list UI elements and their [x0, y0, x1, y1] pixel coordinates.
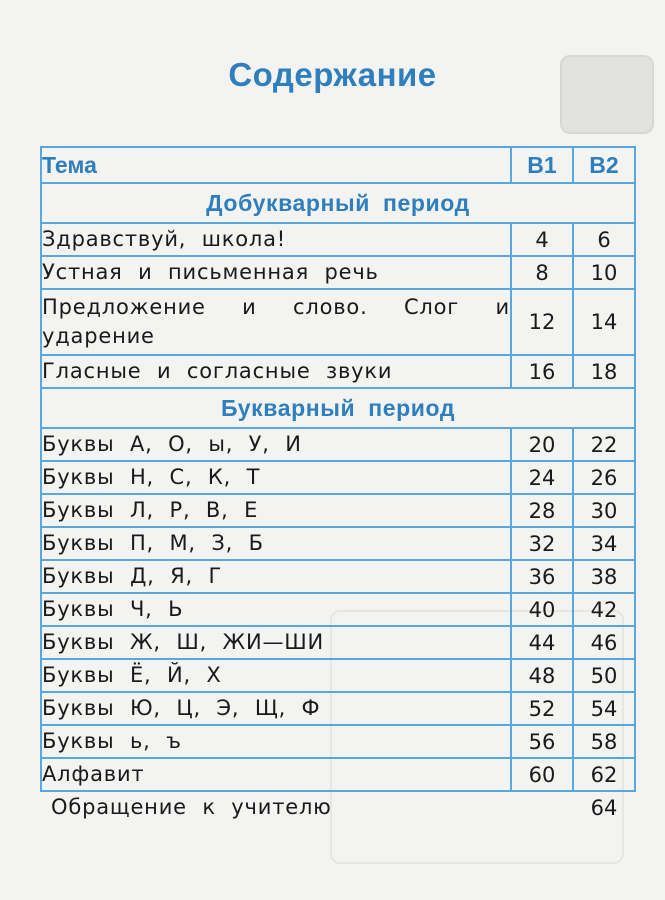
table-row [41, 223, 635, 256]
b2-page-cell: 46 [573, 626, 635, 659]
b2-page-cell: 14 [573, 289, 635, 355]
b1-page-cell: 4 [511, 223, 573, 256]
topic-cell: Буквы Ч, Ь [41, 593, 511, 626]
b1-page-cell: 36 [511, 560, 573, 593]
table-row [41, 560, 635, 593]
topic-cell: Алфавит [41, 758, 511, 791]
page-title: Содержание [228, 56, 437, 93]
b1-page-cell: 48 [511, 659, 573, 692]
b2-page-cell: 62 [573, 758, 635, 791]
header-b1: В1 [511, 147, 573, 183]
table-row [41, 461, 635, 494]
b2-page-cell: 30 [573, 494, 635, 527]
b2-page-cell: 50 [573, 659, 635, 692]
topic-cell: Буквы Л, Р, В, Е [41, 494, 511, 527]
b1-page-cell: 8 [511, 256, 573, 289]
table-row [41, 626, 635, 659]
topic-cell: Буквы ь, ъ [41, 725, 511, 758]
table-row [41, 428, 635, 461]
b1-page-cell: 40 [511, 593, 573, 626]
b2-page-cell: 26 [573, 461, 635, 494]
header-b2: В2 [573, 147, 635, 183]
b2-page-cell: 10 [573, 256, 635, 289]
b1-page-cell: 12 [511, 289, 573, 355]
b2-page-cell: 18 [573, 355, 635, 388]
table-row [41, 758, 635, 791]
b1-page-cell: 60 [511, 758, 573, 791]
b1-page-cell: 16 [511, 355, 573, 388]
table-row [41, 494, 635, 527]
topic-cell: Буквы Ю, Ц, Э, Щ, Ф [41, 692, 511, 725]
b1-page-cell: 56 [511, 725, 573, 758]
topic-cell: Буквы А, О, ы, У, И [41, 428, 511, 461]
teacher-address-row [41, 791, 635, 823]
header-topic: Тема [41, 147, 511, 183]
b1-page-cell: 20 [511, 428, 573, 461]
table-row [41, 692, 635, 725]
section-title-prebukvar: Добукварный период [41, 183, 635, 223]
topic-cell: Гласные и согласные звуки [41, 355, 511, 388]
b2-page-cell: 22 [573, 428, 635, 461]
section-header-row [41, 183, 635, 223]
table-row [41, 355, 635, 388]
b1-page-cell: 52 [511, 692, 573, 725]
b2-page-cell: 34 [573, 527, 635, 560]
teacher-address-page: 64 [590, 795, 618, 820]
b2-page-cell: 54 [573, 692, 635, 725]
topic-cell: Устная и письменная речь [41, 256, 511, 289]
table-row [41, 725, 635, 758]
table-row [41, 256, 635, 289]
b1-page-cell: 24 [511, 461, 573, 494]
b1-page-cell: 28 [511, 494, 573, 527]
topic-cell: Здравствуй, школа! [41, 223, 511, 256]
b2-page-cell: 42 [573, 593, 635, 626]
table-row [41, 593, 635, 626]
b2-page-cell: 58 [573, 725, 635, 758]
contents-table [40, 146, 636, 823]
table-header-row [41, 147, 635, 183]
table-row [41, 289, 635, 355]
topic-cell: Предложение и слово. Слог и ударение [41, 289, 511, 355]
topic-cell: Буквы П, М, З, Б [41, 527, 511, 560]
table-row [41, 527, 635, 560]
section-header-row [41, 388, 635, 428]
teacher-address-topic: Обращение к учителю [51, 795, 332, 819]
table-row [41, 659, 635, 692]
topic-cell: Буквы Ё, Й, Х [41, 659, 511, 692]
b1-page-cell: 32 [511, 527, 573, 560]
topic-cell: Буквы Н, С, К, Т [41, 461, 511, 494]
section-title-bukvar: Букварный период [41, 388, 635, 428]
topic-cell: Буквы Д, Я, Г [41, 560, 511, 593]
b1-page-cell: 44 [511, 626, 573, 659]
b2-page-cell: 38 [573, 560, 635, 593]
topic-cell: Буквы Ж, Ш, ЖИ—ШИ [41, 626, 511, 659]
b2-page-cell: 6 [573, 223, 635, 256]
